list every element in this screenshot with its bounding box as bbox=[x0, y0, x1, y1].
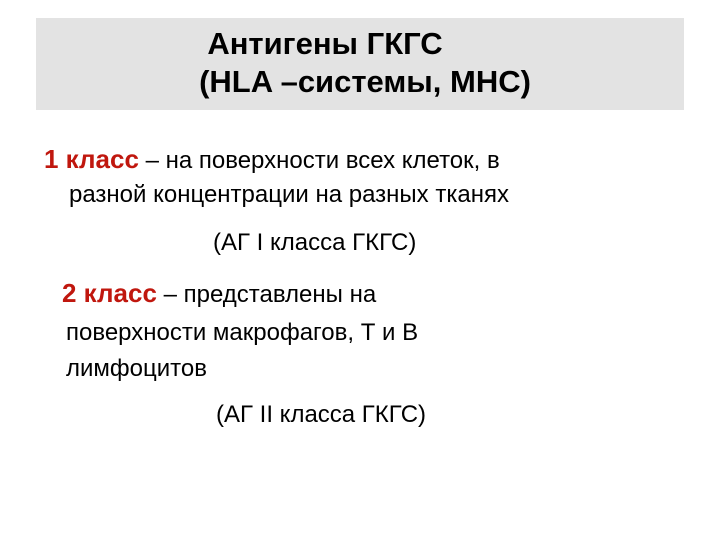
title-banner bbox=[36, 18, 684, 110]
class1-text-line2: разной концентрации на разных тканях bbox=[69, 181, 509, 208]
class1-note: (АГ I класса ГКГС) bbox=[213, 229, 417, 256]
class2-note: (АГ II класса ГКГС) bbox=[216, 401, 427, 428]
class1-label: 1 класс bbox=[44, 144, 139, 174]
class2-text-line3: лимфоцитов bbox=[66, 355, 207, 382]
class1-line1 bbox=[44, 144, 500, 176]
class2-text-line2: поверхности макрофагов, Т и В bbox=[66, 319, 419, 346]
class2-label: 2 класс bbox=[62, 278, 157, 308]
class1-text-line1: – на поверхности всех клеток, в bbox=[138, 147, 500, 174]
slide-subtitle: (HLA –системы, МНС) bbox=[199, 64, 531, 99]
slide-title: Антигены ГКГС bbox=[207, 26, 443, 61]
class2-line1 bbox=[62, 278, 376, 310]
class2-text-line1: – представлены на bbox=[156, 281, 377, 308]
